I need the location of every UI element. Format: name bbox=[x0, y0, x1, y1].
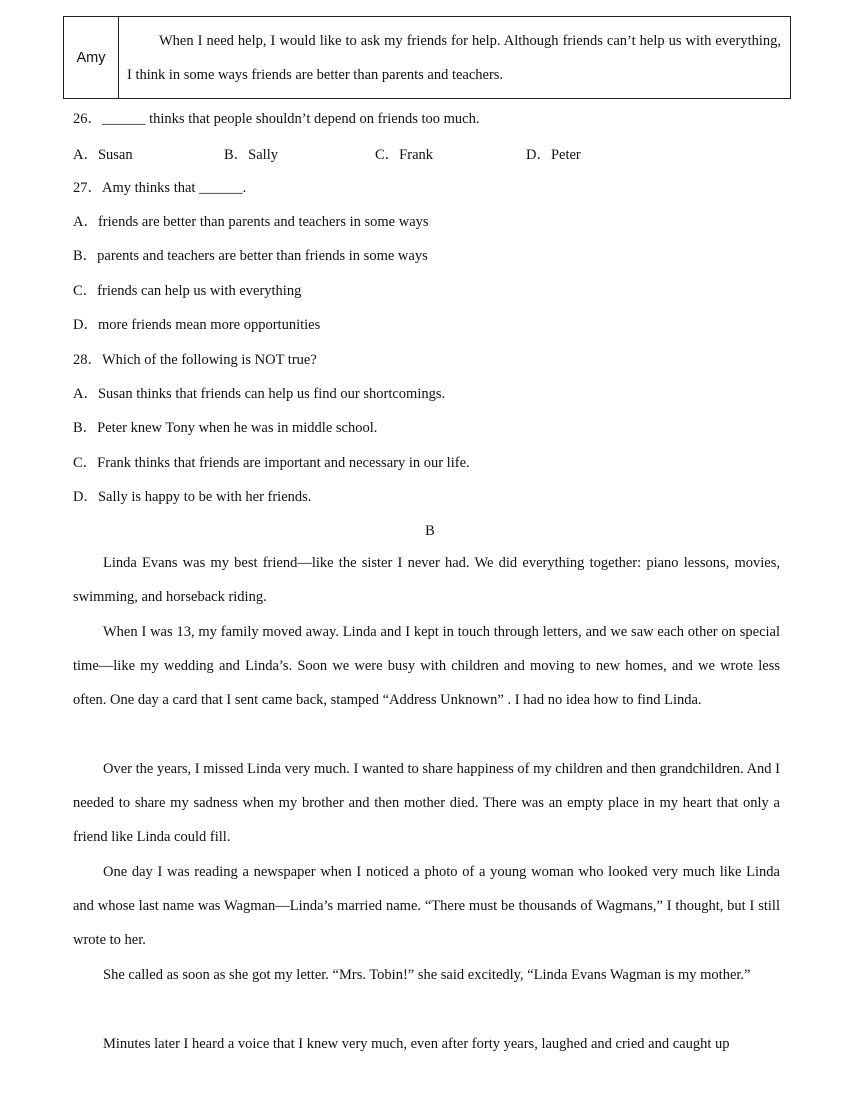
speaker-name: Amy bbox=[64, 17, 119, 99]
passage-paragraph-4: One day I was reading a newspaper when I noticed a photo of a young woman who looked very much like Linda and whose last name was Wagman—Linda’s married name. “There must be thousands of Wagmans,” I thought, but I still wrote to her. bbox=[73, 864, 780, 948]
question-27-option-d[interactable]: D．more friends mean more opportunities bbox=[73, 317, 321, 333]
passage-paragraph-3: Over the years, I missed Linda very much. I wanted to share happiness of my children and then grandchildren. And I needed to share my sadness when my brother and then mother died. There was an empty place in my heart that only a friend like Linda could fill. bbox=[73, 761, 780, 845]
question-28-option-c[interactable]: C．Frank thinks that friends are important and necessary in our life. bbox=[73, 455, 470, 471]
question-28-stem: 28．Which of the following is NOT true? bbox=[73, 352, 317, 368]
passage-paragraph-1: Linda Evans was my best friend—like the sister I never had. We did everything together: piano lessons, movies, swimming, and horseback riding. bbox=[73, 555, 780, 605]
question-27-stem: 27．Amy thinks that ______. bbox=[73, 180, 247, 196]
question-26-option-d[interactable]: D．Peter bbox=[526, 147, 581, 163]
passage-paragraph-2: When I was 13, my family moved away. Linda and I kept in touch through letters, and we saw each other on special time—like my wedding and Linda’s. Soon we were busy with children and moving to new homes, and we wrote less often. One day a card that I sent came back, stamped “Address Unknown” . I had no idea how to find Linda. bbox=[73, 624, 780, 708]
question-27-option-c[interactable]: C．friends can help us with everything bbox=[73, 283, 302, 299]
question-26-stem: 26．______ thinks that people shouldn’t depend on friends too much. bbox=[73, 111, 480, 127]
question-27-option-b[interactable]: B．parents and teachers are better than friends in some ways bbox=[73, 248, 428, 264]
question-28-option-d[interactable]: D．Sally is happy to be with her friends. bbox=[73, 489, 312, 505]
passage-paragraph-6: Minutes later I heard a voice that I knew very much, even after forty years, laughed and cried and caught up bbox=[103, 1036, 730, 1052]
question-27-option-a[interactable]: A．friends are better than parents and teachers in some ways bbox=[73, 214, 429, 230]
question-28-option-a[interactable]: A．Susan thinks that friends can help us find our shortcomings. bbox=[73, 386, 446, 402]
question-26-option-b[interactable]: B．Sally bbox=[224, 147, 278, 163]
speaker-quote-cell bbox=[119, 17, 791, 99]
table-row bbox=[64, 17, 791, 99]
speaker-quote: When I need help, I would like to ask my friends for help. Although friends can’t help us with everything, I think in some ways friends are better than parents and teachers. bbox=[127, 32, 781, 83]
passage-paragraph-5: She called as soon as she got my letter. “Mrs. Tobin!” she said excitedly, “Linda Evans Wagman is my mother.” bbox=[103, 967, 751, 983]
question-26-option-c[interactable]: C．Frank bbox=[375, 147, 433, 163]
opinion-table bbox=[63, 16, 791, 99]
question-28-option-b[interactable]: B．Peter knew Tony when he was in middle school. bbox=[73, 420, 378, 436]
question-26-option-a[interactable]: A．Susan bbox=[73, 147, 133, 163]
section-b-heading: B bbox=[425, 523, 435, 539]
